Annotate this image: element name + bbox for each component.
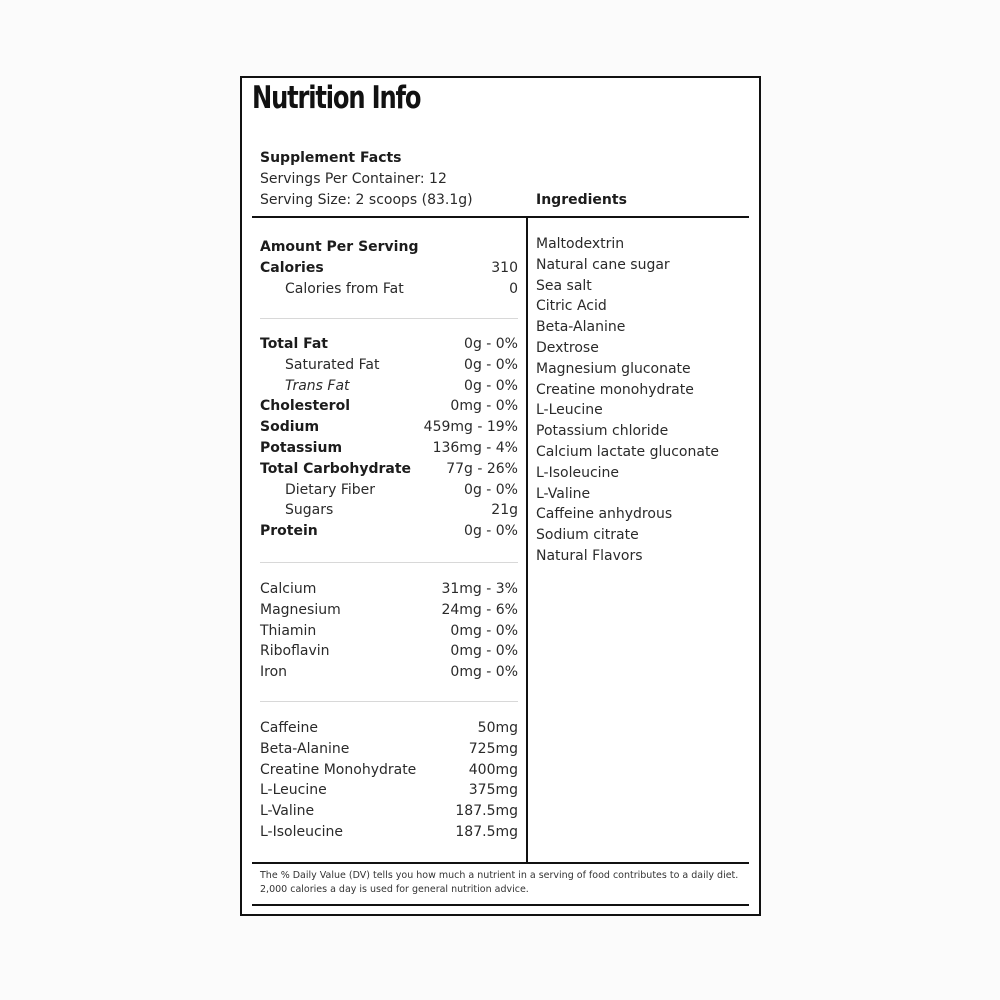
servings-per-container: Servings Per Container: 12 [260, 171, 447, 187]
fat-rows [260, 334, 518, 542]
nutrient-value: 0mg - 0% [450, 643, 518, 660]
nutrient-row [260, 500, 518, 521]
nutrient-value: 0mg - 0% [450, 398, 518, 415]
nutrient-value: 0g - 0% [464, 336, 518, 352]
amount-per-serving-heading: Amount Per Serving [260, 239, 419, 255]
nutrient-row [260, 376, 518, 397]
nutrient-row [260, 641, 518, 662]
nutrient-row [260, 396, 518, 417]
nutrient-label: Protein [260, 523, 318, 540]
ingredient-item: Dextrose [536, 339, 599, 356]
nutrient-label: Dietary Fiber [285, 481, 376, 498]
nutrient-value: 0g - 0% [464, 523, 518, 540]
nutrient-row [260, 279, 518, 300]
nutrient-label: Total Carbohydrate [260, 460, 412, 477]
ingredient-item: L-Valine [536, 485, 591, 502]
ingredient-item: Citric Acid [536, 298, 607, 315]
nutrient-row [260, 621, 518, 642]
nutrient-value: 50mg [477, 720, 518, 736]
section-divider [260, 701, 518, 702]
ingredient-item: Potassium chloride [536, 423, 669, 440]
ingredient-item: L-Leucine [536, 402, 603, 419]
nutrient-row [260, 579, 518, 600]
mineral-rows [260, 579, 518, 683]
nutrient-row [260, 739, 518, 760]
nutrient-value: 459mg - 19% [423, 419, 518, 436]
nutrient-label: Cholesterol [260, 398, 350, 415]
nutrient-row [260, 718, 518, 739]
nutrient-value: 136mg - 4% [432, 439, 518, 456]
nutrient-value: 77g - 26% [446, 460, 518, 477]
nutrient-value: 310 [491, 260, 518, 276]
nutrient-label: Saturated Fat [285, 356, 380, 373]
nutrient-label: Magnesium [260, 601, 341, 618]
ingredient-list [536, 234, 719, 567]
nutrient-value: 21g [491, 502, 518, 519]
ingredient-item: Creatine monohydrate [536, 381, 694, 398]
nutrient-label: Iron [260, 664, 288, 681]
nutrient-label: Calories [260, 260, 324, 276]
ingredients-heading: Ingredients [536, 192, 627, 208]
nutrient-label: Caffeine [260, 720, 318, 736]
nutrient-label: L-Leucine [260, 782, 327, 799]
nutrient-value: 400mg [468, 761, 518, 778]
nutrient-row [260, 801, 518, 822]
nutrient-label: Total Fat [260, 336, 329, 352]
nutrient-value: 0 [509, 280, 518, 297]
nutrient-row [260, 459, 518, 480]
nutrient-row [260, 417, 518, 438]
nutrient-label: Sugars [285, 502, 334, 519]
nutrient-label: Calories from Fat [285, 280, 404, 297]
section-divider [260, 562, 518, 563]
serving-size: Serving Size: 2 scoops (83.1g) [260, 192, 473, 208]
nutrient-row [260, 438, 518, 459]
nutrient-value: 187.5mg [455, 823, 518, 840]
nutrient-row [260, 600, 518, 621]
nutrient-label: Calcium [260, 581, 317, 597]
nutrient-row [260, 521, 518, 542]
nutrient-label: Trans Fat [285, 377, 350, 394]
nutrient-label: Potassium [260, 439, 343, 456]
page-title: Nutrition Info [252, 80, 421, 116]
nutrient-value: 24mg - 6% [441, 601, 518, 618]
ingredient-item: Magnesium gluconate [536, 360, 691, 377]
nutrient-value: 0mg - 0% [450, 664, 518, 681]
column-divider [526, 216, 528, 862]
nutrient-row [260, 258, 518, 279]
ingredient-item: Natural cane sugar [536, 256, 670, 273]
header-divider [252, 216, 749, 218]
section-divider [260, 318, 518, 319]
nutrient-row [260, 662, 518, 683]
ingredient-item: Calcium lactate gluconate [536, 443, 720, 460]
ingredient-item: Sodium citrate [536, 527, 639, 544]
nutrient-row [260, 334, 518, 355]
nutrient-value: 0g - 0% [464, 377, 518, 394]
nutrient-label: Riboflavin [260, 643, 330, 660]
active-rows [260, 718, 518, 843]
ingredient-item: Natural Flavors [536, 547, 643, 564]
nutrient-row [260, 760, 518, 781]
ingredient-item: Sea salt [536, 277, 592, 294]
nutrient-value: 187.5mg [455, 803, 518, 820]
nutrient-value: 375mg [468, 782, 518, 799]
nutrient-value: 725mg [468, 740, 518, 757]
nutrient-row [260, 780, 518, 801]
nutrient-label: Thiamin [260, 622, 317, 639]
nutrient-label: Beta-Alanine [260, 740, 350, 757]
nutrient-value: 0g - 0% [464, 356, 518, 373]
nutrient-label: Creatine Monohydrate [260, 761, 417, 778]
nutrient-value: 0g - 0% [464, 481, 518, 498]
nutrient-label: L-Valine [260, 803, 315, 820]
ingredient-item: Caffeine anhydrous [536, 506, 673, 523]
amount-rows [260, 258, 518, 300]
footer-divider [252, 862, 749, 864]
ingredient-item: L-Isoleucine [536, 464, 620, 481]
nutrition-panel [240, 76, 761, 916]
footnote-line-1: The % Daily Value (DV) tells you how much a nutrient in a serving of food contributes to a daily diet. [260, 870, 739, 881]
nutrient-row [260, 480, 518, 501]
bottom-divider [252, 904, 749, 906]
nutrient-value: 31mg - 3% [441, 581, 518, 597]
nutrient-row [260, 355, 518, 376]
ingredient-item: Maltodextrin [536, 236, 625, 252]
nutrient-row [260, 822, 518, 843]
nutrient-label: L-Isoleucine [260, 823, 344, 840]
nutrient-label: Sodium [260, 419, 320, 436]
nutrient-value: 0mg - 0% [450, 622, 518, 639]
footnote [260, 869, 750, 897]
footnote-line-2: 2,000 calories a day is used for general nutrition advice. [260, 884, 529, 895]
ingredient-item: Beta-Alanine [536, 319, 626, 336]
supplement-facts-heading: Supplement Facts [260, 150, 402, 166]
